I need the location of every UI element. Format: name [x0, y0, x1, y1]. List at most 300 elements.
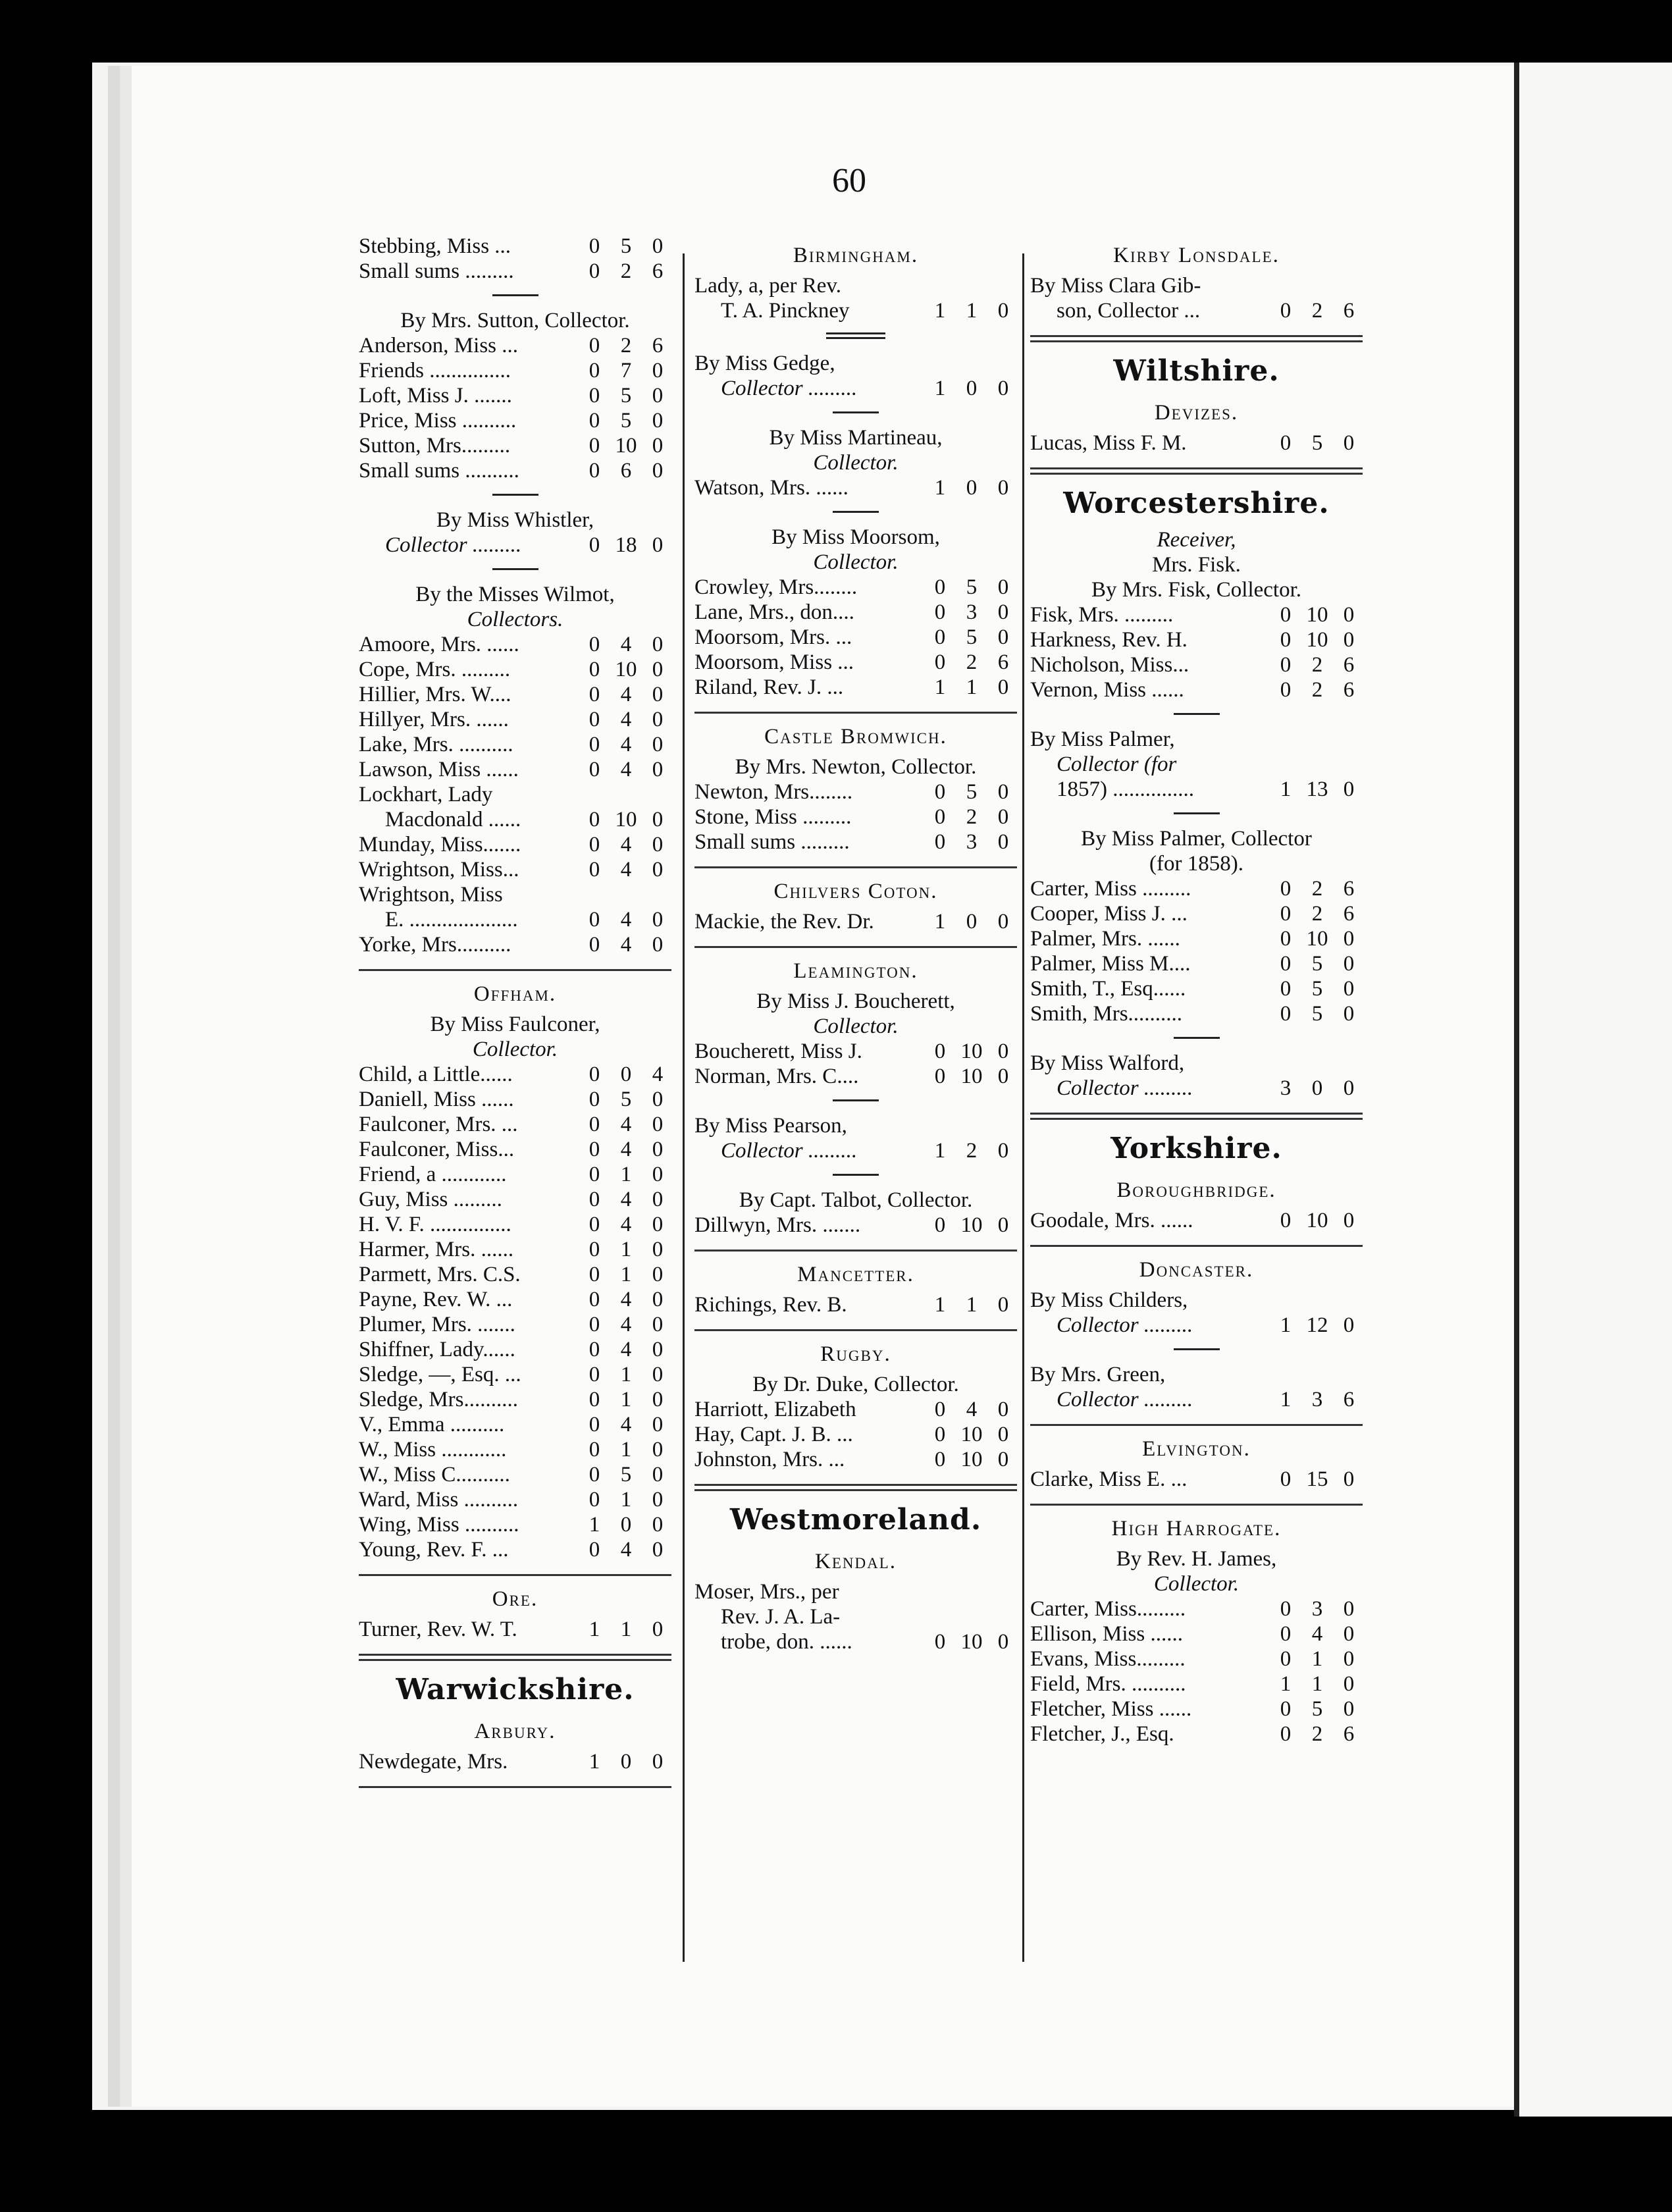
county-heading: Worcestershire. — [1063, 487, 1330, 520]
wilmot-entries — [359, 632, 671, 957]
amount-pence: 0 — [652, 1188, 664, 1211]
amount-pounds: 1 — [1280, 1672, 1292, 1696]
entry-row — [1030, 602, 1363, 627]
amount-shillings: 10 — [960, 1448, 983, 1471]
rule — [694, 1329, 1017, 1331]
entry-name: Moorsom, Mrs. ... — [694, 625, 852, 649]
entry-row — [359, 259, 671, 284]
amount-pounds: 0 — [1280, 1697, 1292, 1721]
entry-name: Child, a Little...... — [359, 1063, 513, 1086]
collector-line: By Miss Palmer, Collector — [1081, 827, 1312, 851]
double-rule — [1030, 1113, 1363, 1120]
entry-row — [694, 575, 1017, 600]
amount-pence: 0 — [652, 1413, 664, 1436]
amount-pounds: 0 — [934, 625, 946, 649]
entry-name: W., Miss C.......... — [359, 1463, 510, 1487]
entry-row — [359, 657, 671, 682]
amount-pounds: 0 — [588, 409, 600, 433]
amount-shillings: 4 — [620, 1413, 632, 1436]
amount-pounds: 0 — [1280, 653, 1292, 677]
entry-row — [1030, 431, 1363, 456]
entry-name: Evans, Miss......... — [1030, 1647, 1186, 1671]
entry-row — [359, 1087, 671, 1112]
entry-name: Johnston, Mrs. ... — [694, 1448, 845, 1471]
entry-row — [359, 533, 671, 558]
entry-name: Sledge, —, Esq. ... — [359, 1363, 521, 1386]
amount-shillings: 10 — [960, 1423, 983, 1446]
amount-shillings: 5 — [620, 1463, 632, 1487]
entry-name: Ward, Miss .......... — [359, 1488, 519, 1512]
amount-pounds: 0 — [588, 359, 600, 382]
amount-pounds: 0 — [934, 805, 946, 829]
amount-shillings: 1 — [620, 1438, 632, 1462]
amount-pounds: 0 — [934, 1065, 946, 1088]
amount-pence: 0 — [652, 1463, 664, 1487]
talbot-entries — [694, 1213, 1017, 1238]
amount-shillings: 3 — [1311, 1388, 1323, 1411]
entry-name: Norman, Mrs. C.... — [694, 1065, 859, 1088]
entry-row — [1030, 1646, 1363, 1672]
entry-name: Fletcher, Miss ...... — [1030, 1697, 1192, 1721]
entry-row — [1030, 1387, 1363, 1412]
amount-shillings: 4 — [620, 1188, 632, 1211]
entry-row — [1030, 777, 1363, 802]
collector-line: By Capt. Talbot, Collector. — [739, 1188, 973, 1212]
amount-pounds: 0 — [934, 1630, 946, 1654]
amount-pence: 0 — [997, 1398, 1009, 1421]
entry-name: Hay, Capt. J. B. ... — [694, 1423, 853, 1446]
entry-name: Young, Rev. F. ... — [359, 1538, 509, 1562]
amount-shillings: 1 — [620, 1263, 632, 1286]
amount-pence: 0 — [652, 1338, 664, 1361]
amount-pence: 0 — [997, 575, 1009, 599]
entry-name: Smith, T., Esq...... — [1030, 977, 1186, 1001]
amount-pence: 0 — [1343, 1467, 1355, 1491]
amount-shillings: 2 — [1311, 877, 1323, 901]
amount-pounds: 0 — [588, 858, 600, 882]
amount-shillings: 1 — [620, 1488, 632, 1512]
collector-line: By Miss Pearson, — [694, 1114, 847, 1138]
amount-shillings: 4 — [620, 1138, 632, 1161]
collector-line: Collectors. — [467, 608, 563, 631]
rule — [694, 866, 1017, 868]
amount-pounds: 0 — [588, 1163, 600, 1186]
amount-shillings: 10 — [960, 1065, 983, 1088]
entry-row — [694, 600, 1017, 625]
amount-pence: 0 — [997, 476, 1009, 500]
amount-pounds: 1 — [934, 675, 946, 699]
amount-pence: 0 — [652, 933, 664, 957]
amount-pounds: 0 — [1280, 628, 1292, 652]
entry-row — [359, 1362, 671, 1387]
entry-row — [359, 882, 671, 907]
entry-name: E. .................... — [385, 908, 518, 932]
amount-shillings: 10 — [615, 658, 637, 681]
amount-shillings: 4 — [620, 1113, 632, 1136]
collector-line: By Mrs. Newton, Collector. — [735, 755, 977, 779]
amount-pence: 0 — [652, 808, 664, 831]
place-heading: Offham. — [473, 982, 557, 1006]
rule — [1030, 1245, 1363, 1247]
amount-pence: 0 — [997, 299, 1009, 323]
double-rule — [694, 1484, 1017, 1491]
entry-row — [359, 1237, 671, 1262]
amount-pence: 0 — [1343, 1002, 1355, 1026]
entry-row — [359, 1412, 671, 1437]
amount-shillings: 4 — [620, 1538, 632, 1562]
entry-name: Faulconer, Miss... — [359, 1138, 515, 1161]
entry-row — [359, 433, 671, 458]
amount-pounds: 3 — [1280, 1076, 1292, 1100]
collector-line: By Miss Faulconer, — [430, 1013, 600, 1036]
amount-shillings: 0 — [1311, 1076, 1323, 1100]
entry-name: Harkness, Rev. H. — [1030, 628, 1188, 652]
entry-row — [359, 1187, 671, 1212]
column-rule-1 — [683, 253, 685, 1962]
amount-pence: 0 — [652, 1138, 664, 1161]
amount-pounds: 0 — [588, 533, 600, 557]
amount-shillings: 6 — [620, 459, 632, 483]
entry-name: Macdonald ...... — [385, 808, 521, 831]
amount-shillings: 0 — [966, 377, 978, 400]
amount-pounds: 0 — [934, 1213, 946, 1237]
amount-pounds: 0 — [588, 1263, 600, 1286]
amount-pence: 0 — [997, 1630, 1009, 1654]
amount-pounds: 0 — [588, 908, 600, 932]
rule — [359, 1786, 671, 1788]
amount-pence: 0 — [997, 1040, 1009, 1063]
amount-shillings: 5 — [620, 409, 632, 433]
amount-pounds: 0 — [588, 633, 600, 656]
rule — [694, 712, 1017, 714]
amount-pence: 0 — [997, 1293, 1009, 1317]
collector-line: By Miss Whistler, — [436, 508, 594, 532]
amount-shillings: 7 — [620, 359, 632, 382]
entry-row — [694, 1064, 1017, 1089]
amount-pounds: 0 — [588, 434, 600, 458]
entry-row — [1030, 1076, 1363, 1101]
county-heading: Wiltshire. — [1113, 354, 1280, 388]
entry-name: Vernon, Miss ...... — [1030, 678, 1184, 702]
entry-name: Faulconer, Mrs. ... — [359, 1113, 518, 1136]
entry-row — [694, 909, 1017, 934]
entry-name: Carter, Miss......... — [1030, 1597, 1186, 1621]
entry-row — [1030, 1672, 1363, 1697]
entry-row — [1030, 901, 1363, 926]
entry-row — [359, 832, 671, 857]
collector-line: By Rev. H. James, — [1116, 1547, 1277, 1571]
collector-line: Collector. — [472, 1038, 558, 1061]
amount-pounds: 0 — [588, 1538, 600, 1562]
amount-pounds: 1 — [934, 1293, 946, 1317]
amount-pence: 6 — [1343, 1722, 1355, 1746]
entry-row — [694, 376, 1017, 401]
entry-row — [359, 1062, 671, 1087]
amount-pence: 0 — [1343, 777, 1355, 801]
place-heading: Leamington. — [793, 959, 918, 983]
amount-shillings: 3 — [966, 830, 978, 854]
amount-pounds: 0 — [588, 384, 600, 408]
rule — [694, 1250, 1017, 1251]
amount-pence: 6 — [1343, 877, 1355, 901]
amount-shillings: 15 — [1306, 1467, 1328, 1491]
entry-row — [359, 1287, 671, 1312]
amount-pence: 0 — [652, 533, 664, 557]
entry-row — [694, 1629, 1017, 1654]
amount-pence: 0 — [652, 1618, 664, 1641]
sutton-entries — [359, 333, 671, 483]
amount-pence: 6 — [1343, 299, 1355, 323]
amount-shillings: 2 — [620, 259, 632, 283]
entry-row — [694, 1397, 1017, 1422]
amount-pounds: 1 — [1280, 777, 1292, 801]
amount-pence: 0 — [1343, 1647, 1355, 1671]
column-3 — [1030, 234, 1363, 1747]
amount-pounds: 0 — [588, 1463, 600, 1487]
amount-shillings: 5 — [966, 780, 978, 804]
entry-name: Newton, Mrs........ — [694, 780, 853, 804]
amount-pence: 0 — [652, 683, 664, 706]
top-entries — [359, 234, 671, 284]
amount-shillings: 10 — [960, 1040, 983, 1063]
amount-pounds: 1 — [934, 1139, 946, 1163]
amount-pence: 0 — [652, 1538, 664, 1562]
amount-pence: 0 — [1343, 977, 1355, 1001]
amount-shillings: 10 — [615, 434, 637, 458]
amount-shillings: 2 — [966, 805, 978, 829]
entry-row — [359, 1537, 671, 1562]
entry-row — [1030, 1208, 1363, 1233]
entry-name: Fisk, Mrs. ......... — [1030, 603, 1174, 627]
amount-pounds: 0 — [1280, 431, 1292, 455]
amount-pounds: 0 — [588, 1338, 600, 1361]
entry-name: Small sums .......... — [359, 459, 519, 483]
amount-pounds: 0 — [588, 683, 600, 706]
entry-name: Plumer, Mrs. ....... — [359, 1313, 515, 1336]
amount-pence: 0 — [1343, 1313, 1355, 1337]
entry-name: W., Miss ............ — [359, 1438, 507, 1462]
entry-name: Sledge, Mrs.......... — [359, 1388, 518, 1411]
entry-name: Collector ......... — [1057, 1076, 1193, 1100]
amount-pence: 0 — [1343, 603, 1355, 627]
entry-name: Anderson, Miss ... — [359, 334, 519, 357]
book-spine — [1514, 63, 1519, 2117]
amount-shillings: 1 — [620, 1238, 632, 1261]
amount-shillings: 4 — [620, 833, 632, 856]
amount-pounds: 0 — [1280, 902, 1292, 926]
entry-row — [694, 1422, 1017, 1447]
amount-pounds: 0 — [588, 933, 600, 957]
entry-name: Munday, Miss....... — [359, 833, 521, 856]
amount-pence: 0 — [997, 625, 1009, 649]
amount-pence: 0 — [1343, 1697, 1355, 1721]
entry-row — [359, 234, 671, 259]
entry-row — [359, 1749, 671, 1774]
entry-row — [359, 1437, 671, 1462]
entry-row — [359, 1617, 671, 1642]
amount-shillings: 10 — [1306, 1209, 1328, 1232]
amount-pounds: 0 — [588, 1363, 600, 1386]
county-heading: Westmoreland. — [729, 1503, 982, 1537]
double-rule — [1030, 335, 1363, 342]
amount-shillings: 12 — [1306, 1313, 1328, 1337]
entry-row — [359, 1212, 671, 1237]
entry-row — [694, 830, 1017, 855]
entry-row — [359, 632, 671, 657]
amount-pounds: 0 — [588, 234, 600, 258]
amount-pounds: 1 — [1280, 1313, 1292, 1337]
amount-pounds: 0 — [588, 833, 600, 856]
entry-row — [1030, 1596, 1363, 1621]
place-heading: Elvington. — [1142, 1437, 1251, 1461]
entry-name: V., Emma .......... — [359, 1413, 505, 1436]
amount-pence: 0 — [652, 658, 664, 681]
entry-row — [359, 1312, 671, 1337]
entry-row — [359, 782, 671, 807]
entry-row — [359, 1162, 671, 1187]
entry-name: Friend, a ............ — [359, 1163, 507, 1186]
rule — [492, 494, 538, 496]
amount-pence: 0 — [652, 359, 664, 382]
amount-pence: 0 — [652, 833, 664, 856]
amount-pence: 0 — [652, 1750, 664, 1774]
amount-pounds: 0 — [934, 575, 946, 599]
amount-pounds: 1 — [588, 1750, 600, 1774]
amount-pence: 0 — [652, 733, 664, 756]
palmer-entries — [1030, 876, 1363, 1026]
entry-name: Cooper, Miss J. ... — [1030, 902, 1188, 926]
entry-row — [1030, 652, 1363, 677]
entry-row — [1030, 1467, 1363, 1492]
amount-shillings: 1 — [620, 1618, 632, 1641]
amount-pence: 0 — [652, 1163, 664, 1186]
entry-row — [694, 779, 1017, 804]
amount-shillings: 5 — [966, 625, 978, 649]
entry-row — [1030, 1001, 1363, 1026]
entry-name: Carter, Miss ......... — [1030, 877, 1191, 901]
amount-pence: 6 — [1343, 902, 1355, 926]
entry-row — [359, 732, 671, 757]
entry-name: Collector ......... — [385, 533, 522, 557]
entry-name: trobe, don. ...... — [721, 1630, 852, 1654]
amount-pounds: 0 — [1280, 877, 1292, 901]
amount-pence: 0 — [1343, 1597, 1355, 1621]
double-rule — [1030, 467, 1363, 475]
amount-pounds: 1 — [934, 299, 946, 323]
entry-row — [359, 358, 671, 383]
amount-pounds: 0 — [588, 733, 600, 756]
amount-shillings: 2 — [620, 334, 632, 357]
amount-pence: 0 — [997, 1139, 1009, 1163]
amount-pounds: 1 — [934, 910, 946, 934]
entry-name: Moorsom, Miss ... — [694, 650, 854, 674]
entry-name: Small sums ......... — [694, 830, 850, 854]
amount-shillings: 2 — [1311, 653, 1323, 677]
entry-name: Lockhart, Lady — [359, 783, 493, 806]
amount-shillings: 1 — [1311, 1672, 1323, 1696]
amount-shillings: 1 — [620, 1363, 632, 1386]
amount-pence: 4 — [652, 1063, 664, 1086]
amount-pence: 0 — [652, 1313, 664, 1336]
amount-pounds: 1 — [934, 377, 946, 400]
amount-pence: 0 — [652, 1363, 664, 1386]
amount-pence: 6 — [652, 259, 664, 283]
collector-line: By Miss Walford, — [1030, 1051, 1185, 1075]
entry-name: Stone, Miss ......... — [694, 805, 852, 829]
entry-row — [1030, 1697, 1363, 1722]
amount-shillings: 2 — [1311, 678, 1323, 702]
amount-pence: 0 — [652, 708, 664, 731]
entry-name: Shiffner, Lady...... — [359, 1338, 515, 1361]
amount-shillings: 0 — [966, 910, 978, 934]
amount-pence: 0 — [652, 1388, 664, 1411]
rule — [694, 946, 1017, 948]
entry-name: Wrightson, Miss... — [359, 858, 519, 882]
collector-line: By Miss Palmer, — [1030, 727, 1175, 751]
entry-row — [694, 298, 1017, 323]
amount-pence: 0 — [652, 234, 664, 258]
rule — [833, 411, 879, 413]
amount-pounds: 0 — [934, 780, 946, 804]
receiver-line: Mrs. Fisk. — [1152, 553, 1241, 577]
amount-shillings: 5 — [1311, 1697, 1323, 1721]
amount-shillings: 13 — [1306, 777, 1328, 801]
entry-row — [359, 757, 671, 782]
entry-name: Nicholson, Miss... — [1030, 653, 1189, 677]
amount-pounds: 0 — [588, 758, 600, 781]
amount-pence: 0 — [1343, 1209, 1355, 1232]
column-2 — [694, 234, 1017, 1654]
entry-name: Cope, Mrs. ......... — [359, 658, 511, 681]
entry-name: Daniell, Miss ...... — [359, 1088, 514, 1111]
entry-name: Watson, Mrs. ...... — [694, 476, 849, 500]
entry-name: Small sums ......... — [359, 259, 514, 283]
amount-pounds: 1 — [934, 476, 946, 500]
amount-shillings: 10 — [960, 1213, 983, 1237]
rule — [1030, 1504, 1363, 1506]
amount-pence: 0 — [652, 384, 664, 408]
amount-pence: 0 — [997, 1065, 1009, 1088]
collector-line: By Miss Childers, — [1030, 1288, 1188, 1312]
entry-row — [359, 1262, 671, 1287]
entry-name: Clarke, Miss E. ... — [1030, 1467, 1188, 1491]
amount-shillings: 4 — [620, 758, 632, 781]
amount-pence: 0 — [997, 1213, 1009, 1237]
boroughbridge-entries — [1030, 1208, 1363, 1233]
amount-pounds: 0 — [934, 830, 946, 854]
amount-shillings: 0 — [620, 1513, 632, 1537]
amount-pence: 0 — [1343, 1076, 1355, 1100]
amount-shillings: 5 — [1311, 1002, 1323, 1026]
entry-row — [359, 1487, 671, 1512]
entry-name: Guy, Miss ......... — [359, 1188, 502, 1211]
entry-name: Palmer, Mrs. ...... — [1030, 927, 1180, 951]
entry-row — [359, 857, 671, 882]
entry-name: 1857) ............... — [1057, 777, 1194, 801]
collector-line: By Miss Clara Gib- — [1030, 274, 1201, 298]
rule — [1174, 713, 1220, 715]
amount-shillings: 4 — [620, 1338, 632, 1361]
offham-entries — [359, 1062, 671, 1562]
amount-pence: 0 — [997, 675, 1009, 699]
amount-pounds: 0 — [588, 1388, 600, 1411]
amount-pounds: 0 — [588, 708, 600, 731]
facing-page-edge — [1519, 63, 1672, 2117]
entry-name: son, Collector ... — [1057, 299, 1201, 323]
entry-row — [1030, 1722, 1363, 1747]
entry-row — [359, 1462, 671, 1487]
amount-shillings: 2 — [1311, 1722, 1323, 1746]
